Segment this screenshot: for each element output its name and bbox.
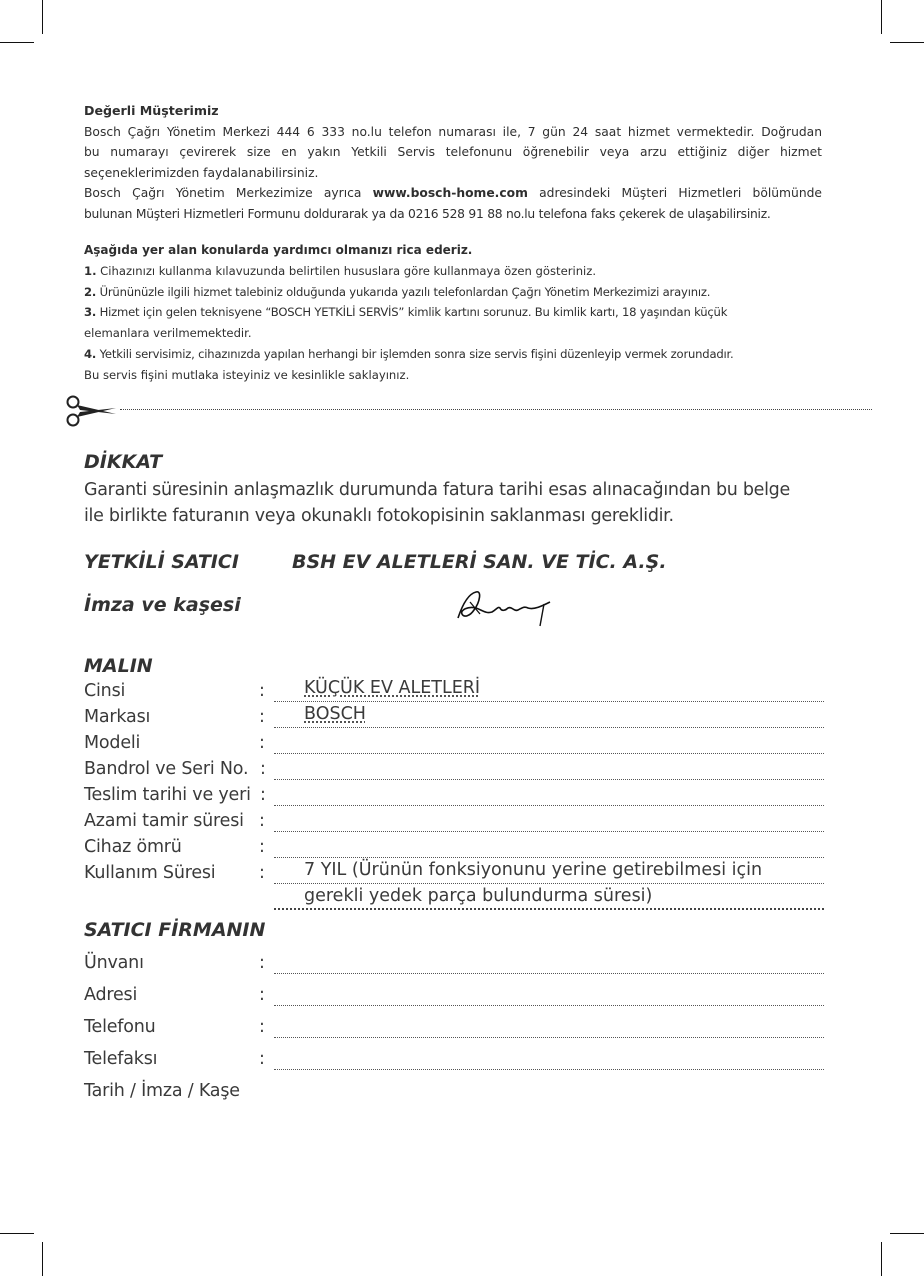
dotted-line[interactable] <box>274 831 824 832</box>
dikkat-text <box>84 477 824 529</box>
footer-row <box>84 1081 824 1107</box>
field-label: Cihaz ömrü <box>84 837 182 857</box>
field-value[interactable]: gerekli yedek parça bulundurma süresi) <box>304 886 653 906</box>
field-colon: : <box>259 863 265 883</box>
website-link[interactable]: www.bosch-home.com <box>372 186 528 200</box>
help-item <box>84 282 822 303</box>
item-number: 1. <box>84 263 97 278</box>
field-colon: : <box>259 811 265 831</box>
dikkat-line: Garanti süresinin anlaşmazlık durumunda fatura tarihi esas alınacağından bu belge <box>84 480 790 500</box>
crop-mark <box>0 1233 34 1234</box>
field-row-telefaksi <box>84 1049 824 1075</box>
crop-mark <box>42 0 43 34</box>
cut-line <box>64 394 872 428</box>
field-value[interactable]: BOSCH <box>304 704 366 724</box>
crop-mark <box>890 1233 924 1234</box>
help-item-cont: elemanlara verilmemektedir. <box>84 326 252 341</box>
item-number: 3. <box>84 305 97 320</box>
field-label: Telefonu <box>84 1017 156 1037</box>
field-label: Telefaksı <box>84 1049 158 1069</box>
field-row-kullanim-cont <box>84 886 824 915</box>
field-value[interactable]: 7 YIL (Ürünün fonksiyonunu yerine getirebilmesi için <box>304 860 763 880</box>
crop-mark <box>0 42 34 43</box>
field-label: Teslim tarihi ve yeri <box>84 785 251 805</box>
dikkat-line: ile birlikte faturanın veya okunaklı fotokopisinin saklanması gereklidir. <box>84 506 674 526</box>
dotted-line[interactable] <box>274 805 824 806</box>
field-row-teslim <box>84 785 824 811</box>
item-text: Ürününüzle ilgili hizmet talebiniz olduğunda yukarıda yazılı telefonlardan Çağrı Yönetim Merkezimizi arayınız. <box>99 284 711 299</box>
crop-mark <box>881 1242 882 1276</box>
seller-name: BSH EV ALETLERİ SAN. VE TİC. A.Ş. <box>292 551 667 573</box>
intro-section <box>84 101 822 224</box>
field-colon: : <box>259 1049 265 1069</box>
field-row-modeli <box>84 733 824 759</box>
dotted-line[interactable] <box>274 857 824 858</box>
field-row-unvani <box>84 953 824 979</box>
dotted-line[interactable] <box>274 1037 824 1038</box>
field-row-telefonu <box>84 1017 824 1043</box>
dotted-line <box>274 727 824 728</box>
field-label: Modeli <box>84 733 141 753</box>
scissors-icon <box>64 394 120 428</box>
crop-mark <box>42 1242 43 1276</box>
help-item-cont: Bu servis fişini mutlaka isteyiniz ve kesinlikle saklayınız. <box>84 367 410 382</box>
field-row-cinsi <box>84 678 824 707</box>
help-section <box>84 240 822 386</box>
field-label: Azami tamir süresi <box>84 811 244 831</box>
field-label: Cinsi <box>84 681 126 701</box>
product-heading: MALIN <box>84 655 153 677</box>
field-colon: : <box>259 1017 265 1037</box>
field-colon: : <box>260 785 266 805</box>
dotted-line[interactable] <box>274 1005 824 1006</box>
footer-label: Tarih / İmza / Kaşe <box>84 1081 240 1101</box>
signature-label: İmza ve kaşesi <box>84 594 241 616</box>
intro-line: bulunan Müşteri Hizmetleri Formunu doldurarak ya da 0216 528 91 88 no.lu telefona faks çekerek de ulaşabilirsiniz. <box>84 206 771 221</box>
field-row-adresi <box>84 985 824 1011</box>
field-colon: : <box>259 953 265 973</box>
intro-heading: Değerli Müşterimiz <box>84 103 219 118</box>
field-colon: : <box>259 733 265 753</box>
item-number: 4. <box>84 346 97 361</box>
help-item <box>84 344 822 365</box>
field-label: Adresi <box>84 985 138 1005</box>
field-colon: : <box>259 985 265 1005</box>
intro-line: Bosch Çağrı Yönetim Merkezi 444 6 333 no.lu telefon numarası ile, 7 gün 24 saat hizmet vermektedir. Doğrudan <box>84 124 822 139</box>
help-heading: Aşağıda yer alan konularda yardımcı olmanızı rica ederiz. <box>84 243 473 257</box>
crop-mark <box>890 42 924 43</box>
crop-mark <box>881 0 882 34</box>
dotted-line <box>274 883 824 884</box>
field-label: Ünvanı <box>84 953 144 973</box>
help-item <box>84 261 822 282</box>
field-colon: : <box>259 681 265 701</box>
field-row-bandrol <box>84 759 824 785</box>
help-item <box>84 302 822 323</box>
dotted-cut-line <box>120 409 872 410</box>
intro-text: Bosch Çağrı Yönetim Merkezimize ayrıca <box>84 186 373 200</box>
field-value[interactable]: KÜÇÜK EV ALETLERİ <box>304 678 481 698</box>
field-label: Markası <box>84 707 151 727</box>
intro-line <box>84 183 822 204</box>
intro-line: seçeneklerimizden faydalanabilirsiniz. <box>84 165 319 180</box>
intro-line: bu numarayı çevirerek size en yakın Yetkili Servis telefonunu öğrenebilir veya arzu ettiğiniz diğer hizmet <box>84 145 822 159</box>
item-number: 2. <box>84 284 97 299</box>
dikkat-heading: DİKKAT <box>84 451 163 473</box>
item-text: Yetkili servisimiz, cihazınızda yapılan herhangi bir işlemden sonra size servis fişini düzenleyip vermek zorundadır. <box>99 346 734 361</box>
dotted-line[interactable] <box>274 753 824 754</box>
dotted-line[interactable] <box>274 779 824 780</box>
field-label: Bandrol ve Seri No. <box>84 759 249 779</box>
field-colon: : <box>259 707 265 727</box>
field-label: Kullanım Süresi <box>84 863 216 883</box>
seller-label: YETKİLİ SATICI <box>84 551 239 573</box>
field-row-markasi <box>84 704 824 733</box>
dotted-line <box>274 908 824 910</box>
dotted-line[interactable] <box>274 973 824 974</box>
field-row-tamir <box>84 811 824 837</box>
item-text: Cihazınızı kullanma kılavuzunda belirtilen hususlara göre kullanmaya özen gösteriniz. <box>100 263 597 278</box>
intro-text: adresindeki Müşteri Hizmetleri bölümünde <box>527 186 822 200</box>
firm-heading: SATICI FİRMANIN <box>84 919 266 941</box>
signature-image <box>452 584 556 632</box>
dotted-line <box>274 701 824 702</box>
field-colon: : <box>259 837 265 857</box>
field-colon: : <box>260 759 266 779</box>
dotted-line[interactable] <box>274 1069 824 1070</box>
item-text: Hizmet için gelen teknisyene “BOSCH YETKİLİ SERVİS” kimlik kartını sorunuz. Bu kimlik kartı, 18 yaşından küçük <box>99 305 728 320</box>
